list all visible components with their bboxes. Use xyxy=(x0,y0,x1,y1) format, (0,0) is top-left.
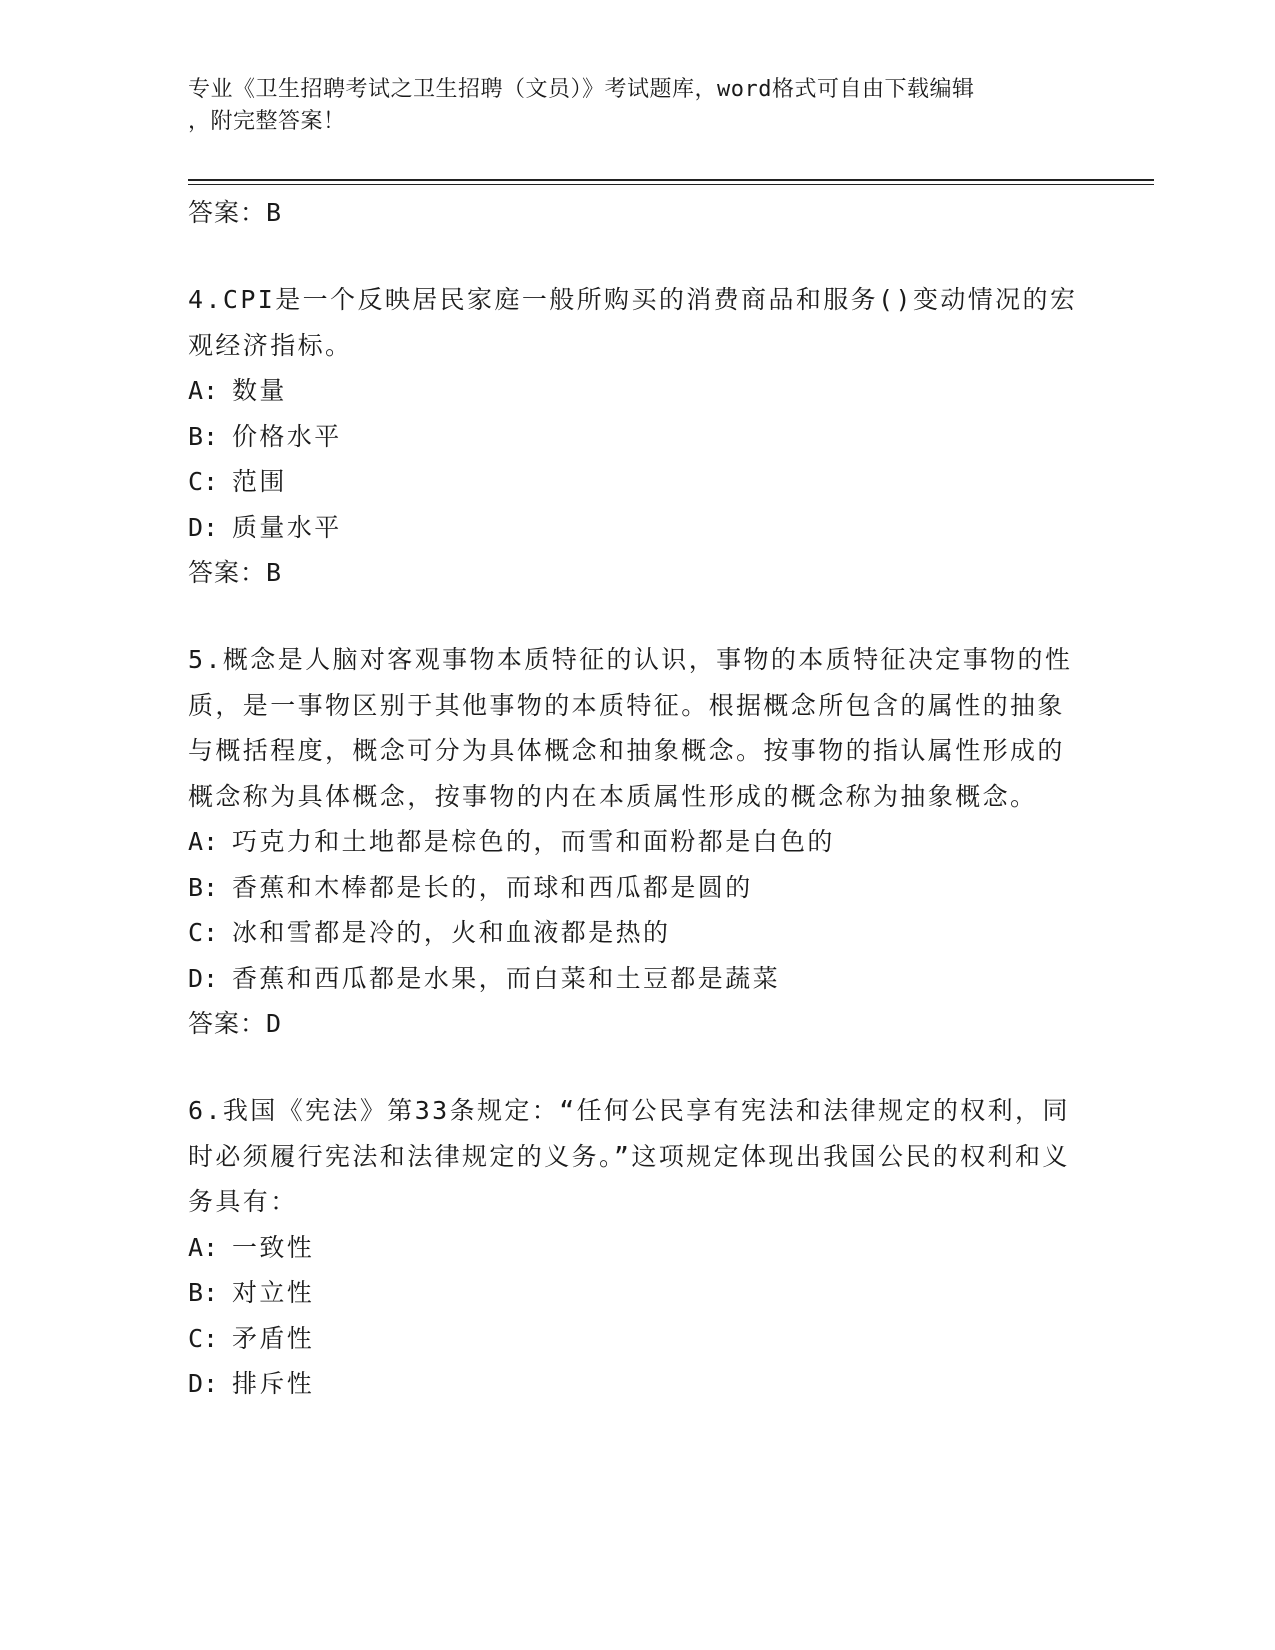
option-letter: B: xyxy=(188,872,219,902)
answer: 答案：D xyxy=(188,1009,283,1038)
option-letter: D: xyxy=(188,963,219,993)
question-4 xyxy=(188,277,1088,595)
option-text: 价格水平 xyxy=(232,421,342,451)
option-a xyxy=(188,1225,1088,1271)
option-letter: C: xyxy=(188,467,219,496)
option-text: 矛盾性 xyxy=(232,1323,315,1353)
option-c xyxy=(188,910,1088,956)
option-text: 质量水平 xyxy=(232,512,342,542)
option-letter: C: xyxy=(188,1323,219,1353)
option-text: 巧克力和土地都是棕色的，而雪和面粉都是白色的 xyxy=(232,827,835,856)
option-a xyxy=(188,819,1088,865)
option-d xyxy=(188,1361,1088,1407)
option-b xyxy=(188,1270,1088,1316)
document-header xyxy=(188,74,1068,138)
question-stem: 4.CPI是一个反映居民家庭一般所购买的消费商品和服务()变动情况的宏观经济指标。 xyxy=(188,285,1078,360)
option-letter: D: xyxy=(188,1369,219,1398)
option-b xyxy=(188,414,1088,460)
option-text: 对立性 xyxy=(232,1278,315,1307)
header-line-2: ，附完整答案！ xyxy=(188,109,346,134)
option-text: 香蕉和西瓜都是水果，而白菜和土豆都是蔬菜 xyxy=(232,963,781,993)
spacer xyxy=(188,1046,1088,1088)
option-letter: C: xyxy=(188,918,219,947)
spacer xyxy=(188,595,1088,637)
option-text: 范围 xyxy=(232,467,287,496)
answer-previous: 答案：B xyxy=(188,198,283,227)
option-letter: A: xyxy=(188,1232,219,1262)
option-letter: B: xyxy=(188,1278,219,1307)
question-stem: 6.我国《宪法》第33条规定：“任何公民享有宪法和法律规定的权利，同时必须履行宪法和法律规定的义务。”这项规定体现出我国公民的权利和义务具有： xyxy=(188,1096,1070,1216)
option-a xyxy=(188,368,1088,414)
spacer xyxy=(188,235,1088,277)
option-text: 冰和雪都是冷的，火和血液都是热的 xyxy=(232,918,671,947)
header-line-1: 专业《卫生招聘考试之卫生招聘（文员）》考试题库，word格式可自由下载编辑 xyxy=(188,77,975,102)
option-text: 一致性 xyxy=(232,1232,315,1262)
option-d xyxy=(188,956,1088,1002)
option-letter: D: xyxy=(188,512,219,542)
option-text: 香蕉和木棒都是长的，而球和西瓜都是圆的 xyxy=(232,872,753,902)
question-6 xyxy=(188,1088,1088,1407)
option-text: 数量 xyxy=(232,376,287,405)
option-letter: A: xyxy=(188,376,219,405)
question-stem: 5.概念是人脑对客观事物本质特征的认识，事物的本质特征决定事物的性质，是一事物区别于其他事物的本质特征。根据概念所包含的属性的抽象与概括程度，概念可分为具体概念和抽象概念。按事物的指认属性形成的概念称为具体概念，按事物的内在本质属性形成的概念称为抽象概念。 xyxy=(188,645,1073,811)
question-5 xyxy=(188,637,1088,1046)
option-d xyxy=(188,505,1088,551)
option-text: 排斥性 xyxy=(232,1369,315,1398)
option-c xyxy=(188,459,1088,505)
answer: 答案：B xyxy=(188,558,283,587)
question-list xyxy=(188,190,1088,1407)
option-c xyxy=(188,1316,1088,1362)
option-letter: A: xyxy=(188,827,219,856)
option-b xyxy=(188,865,1088,911)
option-letter: B: xyxy=(188,421,219,451)
header-rule xyxy=(188,179,1154,185)
